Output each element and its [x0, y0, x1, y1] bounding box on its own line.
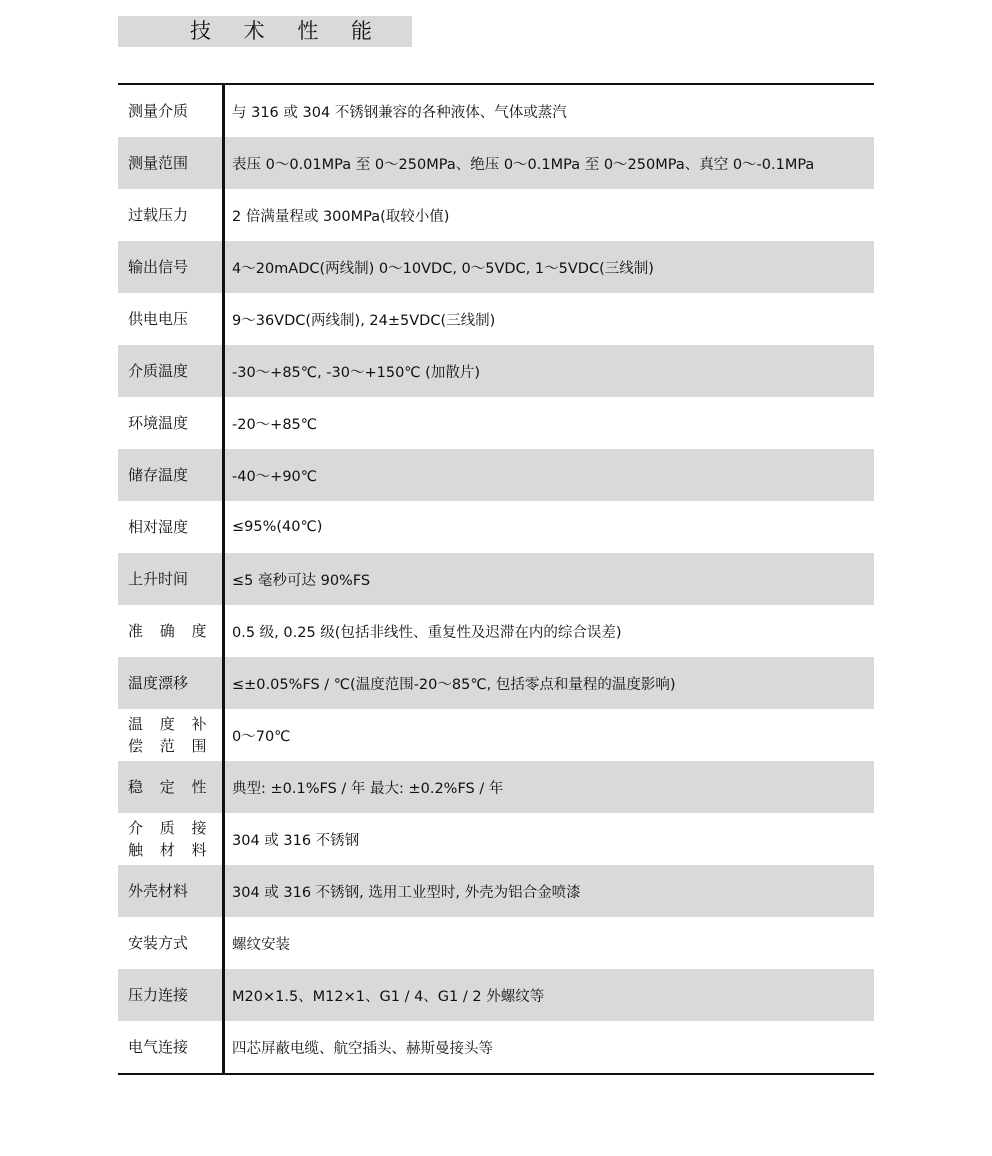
- spec-row-output: [118, 241, 874, 293]
- spec-value: 304 或 316 不锈钢: [232, 832, 360, 849]
- spec-value: -30～+85℃, -30～+150℃ (加散片): [232, 364, 481, 381]
- spec-label: 过载压力: [128, 206, 189, 224]
- spec-row-mounting: [118, 917, 874, 969]
- spec-row-accuracy: [118, 605, 874, 657]
- spec-value: ≤95%(40℃): [232, 519, 323, 535]
- spec-label: 储存温度: [128, 466, 189, 484]
- spec-row-humidity: [118, 501, 874, 553]
- spec-label: 供电电压: [128, 310, 189, 328]
- spec-value: M20×1.5、M12×1、G1 / 4、G1 / 2 外螺纹等: [232, 988, 545, 1005]
- spec-value: 典型: ±0.1%FS / 年 最大: ±0.2%FS / 年: [232, 780, 504, 797]
- spec-row-supply: [118, 293, 874, 345]
- spec-row-ambient-temp: [118, 397, 874, 449]
- spec-label: 测量介质: [128, 102, 189, 120]
- spec-label: 温度漂移: [128, 674, 189, 692]
- spec-value: 0.5 级, 0.25 级(包括非线性、重复性及迟滞在内的综合误差): [232, 624, 622, 641]
- spec-label: 上升时间: [128, 570, 189, 588]
- spec-label: 介 质 接 触 材 料: [128, 819, 213, 859]
- spec-label: 温 度 补 偿 范 围: [128, 715, 213, 755]
- spec-row-medium: [118, 85, 874, 137]
- spec-row-electrical-connection: [118, 1021, 874, 1073]
- spec-value: 表压 0～0.01MPa 至 0～250MPa、绝压 0～0.1MPa 至 0～250MPa、真空 0～-0.1MPa: [232, 156, 815, 173]
- spec-row-housing-material: [118, 865, 874, 917]
- spec-row-wetted-material: [118, 813, 874, 865]
- spec-value: 螺纹安装: [232, 936, 290, 953]
- spec-value: 4～20mADC(两线制) 0～10VDC, 0～5VDC, 1～5VDC(三线制): [232, 260, 654, 277]
- spec-label: 输出信号: [128, 258, 189, 276]
- spec-row-temp-drift: [118, 657, 874, 709]
- spec-value: ≤±0.05%FS / ℃(温度范围-20～85℃, 包括零点和量程的温度影响): [232, 676, 676, 693]
- spec-value: 四芯屏蔽电缆、航空插头、赫斯曼接头等: [232, 1040, 493, 1057]
- spec-row-range: [118, 137, 874, 189]
- spec-row-medium-temp: [118, 345, 874, 397]
- spec-label: 准 确 度: [128, 622, 213, 640]
- spec-value: 304 或 316 不锈钢, 选用工业型时, 外壳为铝合金喷漆: [232, 884, 581, 901]
- spec-label: 电气连接: [128, 1038, 189, 1056]
- spec-value: 2 倍满量程或 300MPa(取较小值): [232, 208, 450, 225]
- spec-row-temp-compensation: [118, 709, 874, 761]
- spec-value: -40～+90℃: [232, 468, 318, 485]
- spec-label: 相对湿度: [128, 518, 189, 536]
- spec-row-pressure-connection: [118, 969, 874, 1021]
- spec-label: 测量范围: [128, 154, 189, 172]
- spec-value: 与 316 或 304 不锈钢兼容的各种液体、气体或蒸汽: [232, 104, 567, 121]
- spec-value: 9～36VDC(两线制), 24±5VDC(三线制): [232, 312, 496, 329]
- section-title: 技 术 性 能: [190, 19, 386, 43]
- spec-row-stability: [118, 761, 874, 813]
- spec-row-overload: [118, 189, 874, 241]
- spec-label: 介质温度: [128, 362, 189, 380]
- spec-table: [118, 83, 874, 1075]
- spec-value: 0～70℃: [232, 728, 291, 745]
- spec-value: -20～+85℃: [232, 416, 318, 433]
- spec-row-storage-temp: [118, 449, 874, 501]
- spec-label: 环境温度: [128, 414, 189, 432]
- spec-label: 压力连接: [128, 986, 189, 1004]
- spec-value: ≤5 毫秒可达 90%FS: [232, 572, 371, 589]
- section-title-bar: [118, 16, 412, 47]
- spec-label: 外壳材料: [128, 882, 189, 900]
- spec-label: 安装方式: [128, 934, 189, 952]
- spec-row-rise-time: [118, 553, 874, 605]
- spec-label: 稳 定 性: [128, 778, 213, 796]
